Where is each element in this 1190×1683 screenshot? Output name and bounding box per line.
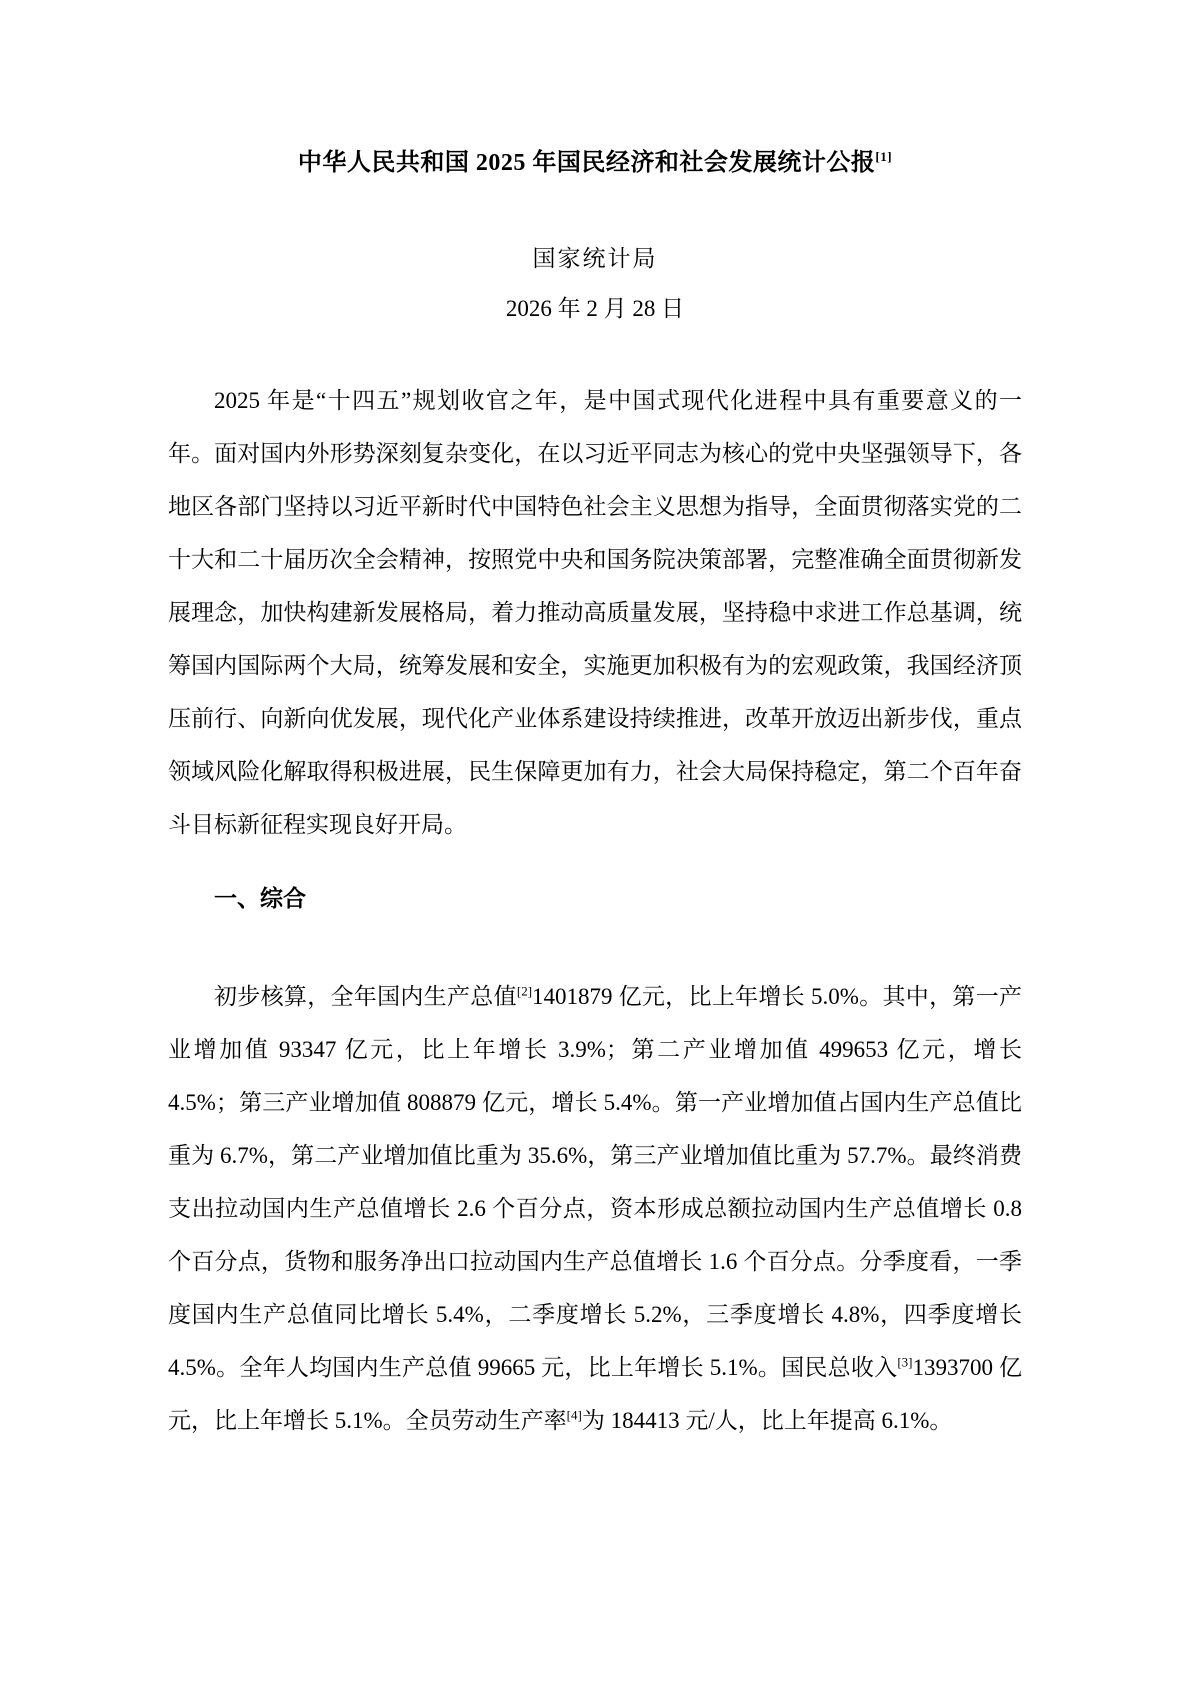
publish-date: 2026 年 2 月 28 日 [505,296,685,321]
section-heading-overview: 一、综合 [214,885,306,911]
footnote-ref: [1] [875,149,893,164]
footnote-ref: [4] [566,1407,582,1423]
overview-paragraph [168,970,1022,1447]
intro-paragraph [168,374,1022,851]
text-segment: 2025 年是“十四五”规划收官之年，是中国式现代化进程中具有重要意义的一年。面对国内外形势深刻复杂变化，在以习近平同志为核心的党中央坚强领导下，各地区各部门坚持以习近平新时代中国特色社会主义思想为指导，全面贯彻落实党的二十大和二十届历次全会精神，按照党中央和国务院决策部署，完整准确全面贯彻新发展理念，加快构建新发展格局，着力推动高质量发展，坚持稳中求进工作总基调，统筹国内国际两个大局，统筹发展和安全，实施更加积极有为的宏观政策，我国经济顶压前行、向新向优发展，现代化产业体系建设持续推进，改革开放迈出新步伐，重点领域风险化解取得积极进展，民生保障更加有力，社会大局保持稳定，第二个百年奋斗目标新征程实现良好开局。 [168,388,1022,837]
footnote-ref: [3] [897,1354,913,1370]
text-segment: 中华人民共和国 2025 年国民经济和社会发展统计公报 [297,150,876,176]
document-title [168,146,1022,180]
text-segment: 为 184413 元/人，比上年提高 6.1%。 [581,1408,953,1433]
text-segment: 1393700 亿元，比上年增长 5.1%。全员劳动生产率 [168,1355,1022,1433]
text-segment: 初步核算，全年国内生产总值 [214,984,517,1009]
issuer-byline: 国家统计局 [532,246,658,271]
text-segment: 1401879 亿元，比上年增长 5.0%。其中，第一产业增加值 93347 亿元，比上年增长 3.9%；第二产业增加值 499653 亿元，增长 4.5%；第三产业增加值 808879 亿元，增长 5.4%。第一产业增加值占国内生产总值比重为 6.7%，第二产业增加值比重为 35.6%，第三产业增加值比重为 57.7%。最终消费支出拉动国内生产总值增长 2.6 个百分点，资本形成总额拉动国内生产总值增长 0.8 个百分点，货物和服务净出口拉动国内生产总值增长 1.6 个百分点。分季度看，一季度国内生产总值同比增长 5.4%，二季度增长 5.2%，三季度增长 4.8%，四季度增长 4.5%。全年人均国内生产总值 99665 元，比上年增长 5.1%。国民总收入 [168,984,1022,1380]
footnote-ref: [2] [516,983,533,999]
